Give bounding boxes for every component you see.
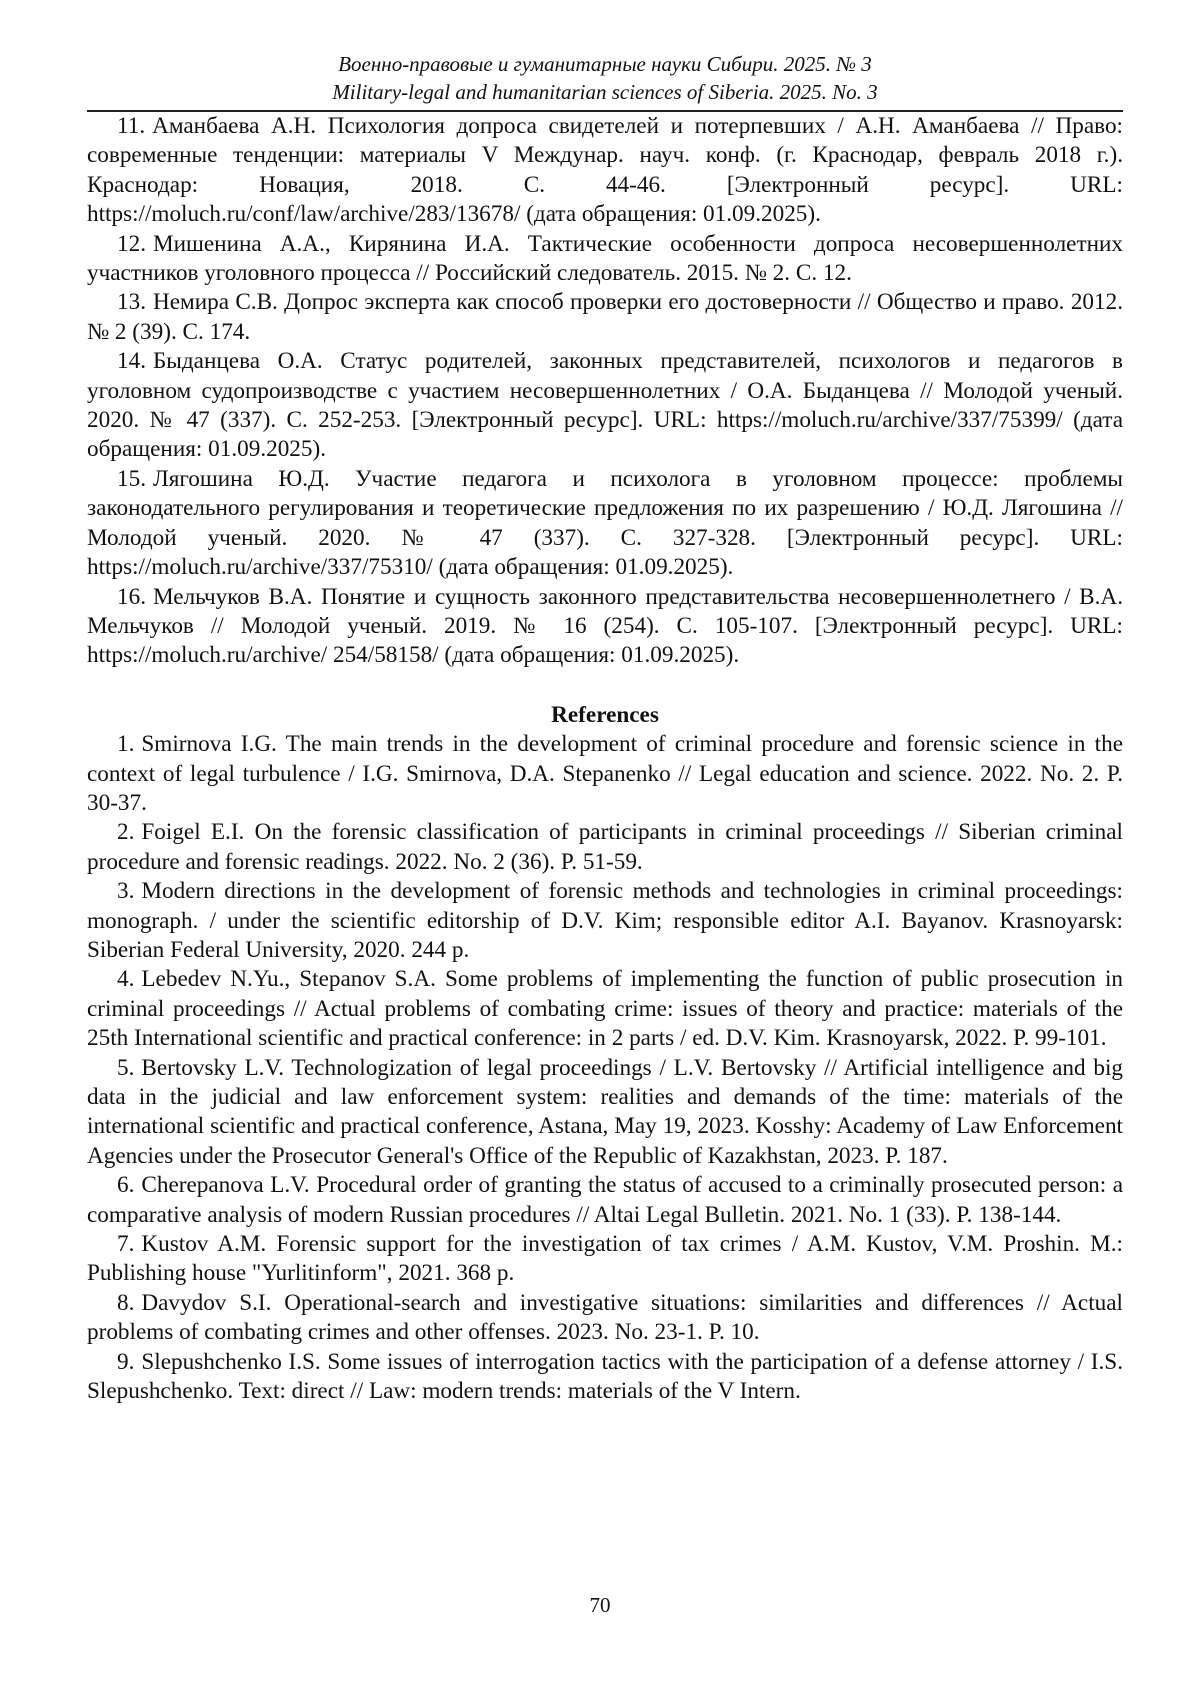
bibliography-entry bbox=[87, 112, 1123, 230]
entry-text: Лягошина Ю.Д. Участие педагога и психолога в уголовном процессе: проблемы законодательного регулирования и теоретические предложения по их разрешению / Ю.Д. Лягошина // Молодой ученый. 2020. № 47 (337). С. 327-328. [Электронный ресурс]. URL: https://moluch.ru/archive/337/75310/ (дата обращения: 01.09.2025). bbox=[87, 465, 1123, 581]
entry-number: 13. bbox=[117, 289, 146, 316]
reference-entry bbox=[87, 1348, 1123, 1407]
entry-number: 15. bbox=[117, 465, 146, 492]
page-number: 70 bbox=[589, 1593, 611, 1617]
bibliography-entry bbox=[87, 230, 1123, 289]
reference-entry bbox=[87, 1230, 1123, 1289]
entry-text: Немира С.В. Допрос эксперта как способ проверки его достоверности // Общество и право. 2012. № 2 (39). С. 174. bbox=[87, 289, 1123, 345]
reference-entry bbox=[87, 965, 1123, 1053]
entry-text: Мишенина А.А., Кирянина И.А. Тактические особенности допроса несовершеннолетних участников уголовного процесса // Российский следователь. 2015. № 2. С. 12. bbox=[87, 230, 1123, 287]
running-header-en: Military-legal and humanitarian sciences of Siberia. 2025. No. 3 bbox=[332, 80, 878, 104]
entry-text: Kustov A.M. Forensic support for the investigation of tax crimes / A.M. Kustov, V.M. Proshin. M.: Publishing house "Yurlitinform", 2021. 368 p. bbox=[87, 1231, 1123, 1287]
entry-text: Быданцева О.А. Статус родителей, законных представителей, психологов и педагогов в уголовном судопроизводстве с участием несовершеннолетних / О.А. Быданцева // Молодой ученый. 2020. № 47 (337). С. 252-253. [Электронный ресурс]. URL: https://moluch.ru/archive/337/75399/ (дата обращения: 01.09.2025). bbox=[87, 348, 1123, 463]
bibliography-entry bbox=[87, 347, 1123, 465]
bibliography-entry bbox=[87, 288, 1123, 347]
reference-entry bbox=[87, 730, 1123, 818]
reference-entry bbox=[87, 1054, 1123, 1172]
entry-number: 9. bbox=[117, 1348, 135, 1375]
reference-entry bbox=[87, 1289, 1123, 1348]
entry-number: 11. bbox=[117, 113, 146, 139]
entry-number: 8. bbox=[117, 1289, 135, 1316]
reference-entry bbox=[87, 1171, 1123, 1230]
entry-number: 7. bbox=[117, 1231, 135, 1258]
entry-number: 1. bbox=[117, 731, 135, 758]
running-header bbox=[87, 50, 1123, 106]
reference-entry bbox=[87, 877, 1123, 965]
references-list bbox=[87, 730, 1123, 1406]
entry-text: Foigel E.I. On the forensic classification of participants in criminal proceedings // Siberian criminal procedure and forensic readings. 2022. No. 2 (36). P. 51-59. bbox=[87, 819, 1123, 875]
entry-number: 6. bbox=[117, 1172, 135, 1199]
entry-text: Smirnova I.G. The main trends in the development of criminal procedure and forensic science in the context of legal turbulence / I.G. Smirnova, D.A. Stepanenko // Legal education and science. 2022. No. 2. P. 30-37. bbox=[87, 731, 1123, 816]
entry-number: 2. bbox=[117, 819, 135, 846]
entry-number: 14. bbox=[117, 348, 146, 375]
bibliography-entry bbox=[87, 465, 1123, 583]
entry-number: 4. bbox=[117, 966, 135, 993]
references-heading: References bbox=[551, 701, 659, 728]
entry-text: Bertovsky L.V. Technologization of legal proceedings / L.V. Bertovsky // Artificial intelligence and big data in the judicial and law enforcement system: realities and demands of the time: materials of the international scientific and practical conference, Astana, May 19, 2023. Kosshy: Academy of Law Enforcement Agencies under the Prosecutor General's Office of the Republic of Kazakhstan, 2023. P. 187. bbox=[87, 1054, 1123, 1169]
entry-number: 5. bbox=[117, 1054, 135, 1081]
bibliography-entry bbox=[87, 583, 1123, 671]
running-header-ru: Военно-правовые и гуманитарные науки Сибири. 2025. № 3 bbox=[338, 52, 872, 76]
entry-text: Lebedev N.Yu., Stepanov S.A. Some problems of implementing the function of public prosecution in criminal proceedings // Actual problems of combating crime: issues of theory and practice: materials of the 25th International scientific and practical conference: in 2 parts / ed. D.V. Kim. Krasnoyarsk, 2022. P. 99-101. bbox=[87, 966, 1123, 1052]
bibliography-list bbox=[87, 112, 1123, 671]
page-body bbox=[87, 112, 1123, 1406]
reference-entry bbox=[87, 818, 1123, 877]
entry-text: Мельчуков В.А. Понятие и сущность законного представительства несовершеннолетнего / В.А. Мельчуков // Молодой ученый. 2019. № 16 (254). С. 105-107. [Электронный ресурс]. URL: https://moluch.ru/archive/ 254/58158/ (дата обращения: 01.09.2025). bbox=[87, 583, 1123, 669]
entry-text: Slepushchenko I.S. Some issues of interrogation tactics with the participation of a defense attorney / I.S. Slepushchenko. Text: direct // Law: modern trends: materials of the V Intern. bbox=[87, 1348, 1123, 1405]
entry-text: Cherepanova L.V. Procedural order of granting the status of accused to a criminally prosecuted person: a comparative analysis of modern Russian procedures // Altai Legal Bulletin. 2021. No. 1 (33). P. 138-144. bbox=[87, 1172, 1123, 1228]
entry-text: Modern directions in the development of forensic methods and technologies in criminal proceedings: monograph. / under the scientific editorship of D.V. Kim; responsible editor A.I. Bayanov. Krasnoyarsk: Siberian Federal University, 2020. 244 p. bbox=[87, 878, 1123, 963]
entry-number: 3. bbox=[117, 878, 135, 905]
entry-number: 16. bbox=[117, 583, 146, 610]
entry-text: Аманбаева А.Н. Психология допроса свидетелей и потерпевших / А.Н. Аманбаева // Право: современные тенденции: материалы V Междунар. науч. конф. (г. Краснодар, февраль 2018 г.). Краснодар: Новация, 2018. С. 44-46. [Электронный ресурс]. URL: https://moluch.ru/conf/law/archive/283/13678/ (дата обращения: 01.09.2025). bbox=[87, 113, 1123, 228]
entry-number: 12. bbox=[117, 230, 146, 257]
entry-text: Davydov S.I. Operational-search and investigative situations: similarities and differences // Actual problems of combating crimes and other offenses. 2023. No. 23-1. P. 10. bbox=[87, 1289, 1123, 1346]
